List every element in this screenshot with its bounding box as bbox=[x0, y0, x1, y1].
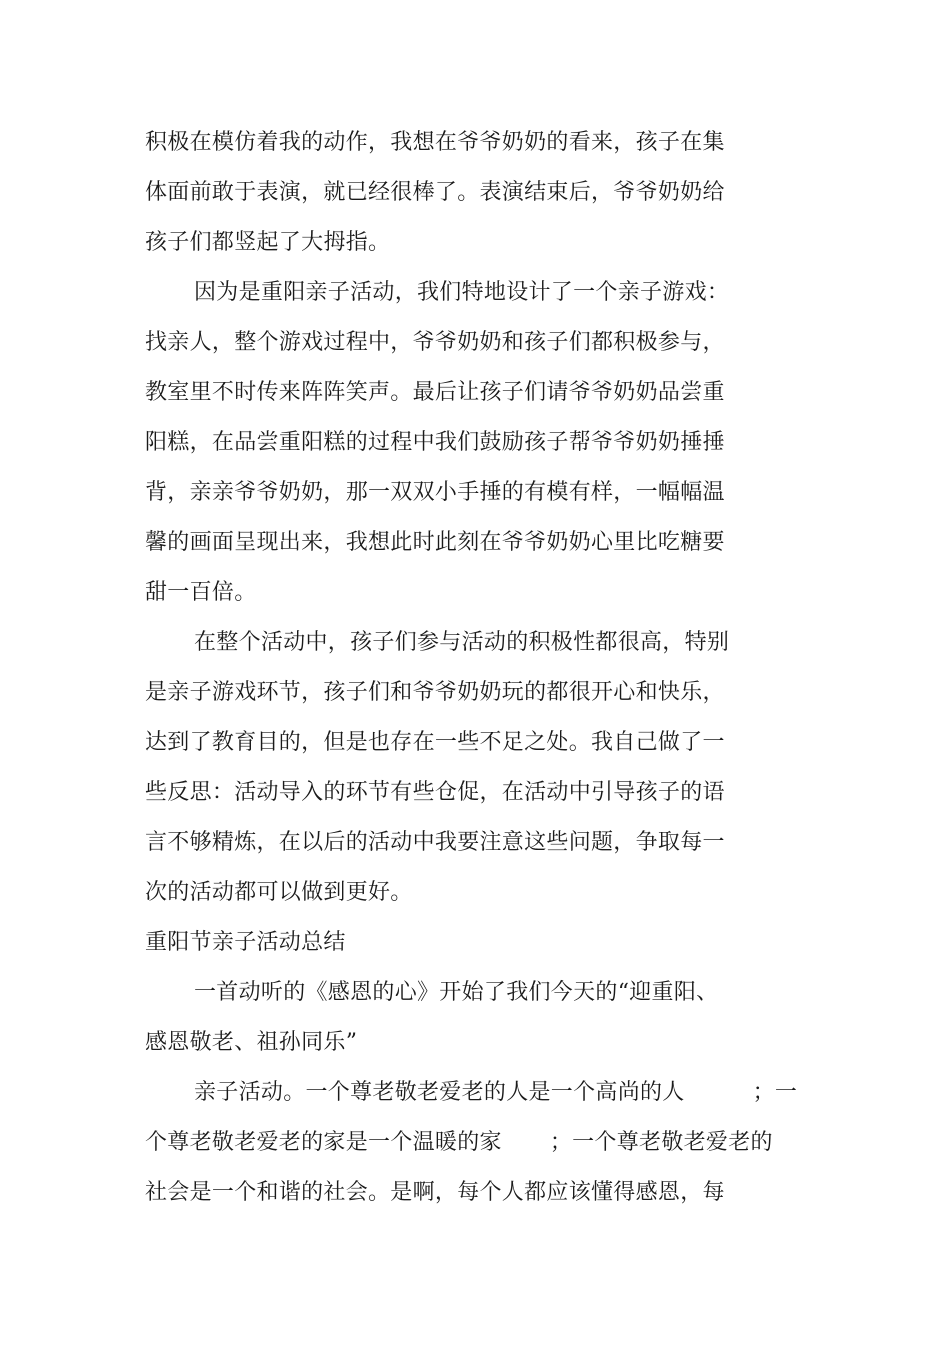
text-line: 背，亲亲爷爷奶奶，那一双双小手捶的有模有样，一幅幅温 bbox=[145, 480, 725, 505]
text-line: 感恩敬老、祖孙同乐” bbox=[145, 1030, 358, 1055]
paragraph-first-line: 在整个活动中，孩子们参与活动的积极性都很高，特别 bbox=[194, 630, 730, 655]
text-line: 达到了教育目的，但是也存在一些不足之处。我自己做了一 bbox=[145, 730, 725, 755]
text-segment: 亲子活动。一个尊老敬老爱老的人是一个高尚的人 bbox=[194, 1080, 685, 1105]
text-line: 教室里不时传来阵阵笑声。最后让孩子们请爷爷奶奶品尝重 bbox=[145, 380, 725, 405]
text-line: 社会是一个和谐的社会。是啊，每个人都应该懂得感恩，每 bbox=[145, 1180, 725, 1205]
text-line: 孩子们都竖起了大拇指。 bbox=[145, 230, 391, 255]
paragraph-first-line: 一首动听的《感恩的心》开始了我们今天的“迎重阳、 bbox=[194, 980, 719, 1005]
text-line: 找亲人，整个游戏过程中，爷爷奶奶和孩子们都积极参与， bbox=[145, 330, 725, 355]
text-segment: ；一个尊老敬老爱老的 bbox=[549, 1130, 773, 1155]
text-line-split bbox=[145, 1068, 825, 1118]
text-line: 阳糕，在品尝重阳糕的过程中我们鼓励孩子帮爷爷奶奶捶捶 bbox=[145, 430, 725, 455]
text-line: 积极在模仿着我的动作，我想在爷爷奶奶的看来，孩子在集 bbox=[145, 130, 725, 155]
section-heading: 重阳节亲子活动总结 bbox=[145, 930, 346, 955]
text-line: 是亲子游戏环节，孩子们和爷爷奶奶玩的都很开心和快乐， bbox=[145, 680, 725, 705]
document-body bbox=[145, 118, 825, 1218]
text-segment: ；一 bbox=[752, 1080, 798, 1105]
text-line: 次的活动都可以做到更好。 bbox=[145, 880, 413, 905]
text-line: 言不够精炼，在以后的活动中我要注意这些问题，争取每一 bbox=[145, 830, 725, 855]
text-line-split bbox=[145, 1118, 825, 1168]
text-line: 甜一百倍。 bbox=[145, 580, 257, 605]
text-line: 些反思：活动导入的环节有些仓促，在活动中引导孩子的语 bbox=[145, 780, 725, 805]
text-line: 馨的画面呈现出来，我想此时此刻在爷爷奶奶心里比吃糖要 bbox=[145, 530, 725, 555]
paragraph-first-line: 因为是重阳亲子活动，我们特地设计了一个亲子游戏： bbox=[194, 280, 730, 305]
text-line: 体面前敢于表演，就已经很棒了。表演结束后，爷爷奶奶给 bbox=[145, 180, 725, 205]
text-segment: 个尊老敬老爱老的家是一个温暖的家 bbox=[145, 1130, 502, 1155]
